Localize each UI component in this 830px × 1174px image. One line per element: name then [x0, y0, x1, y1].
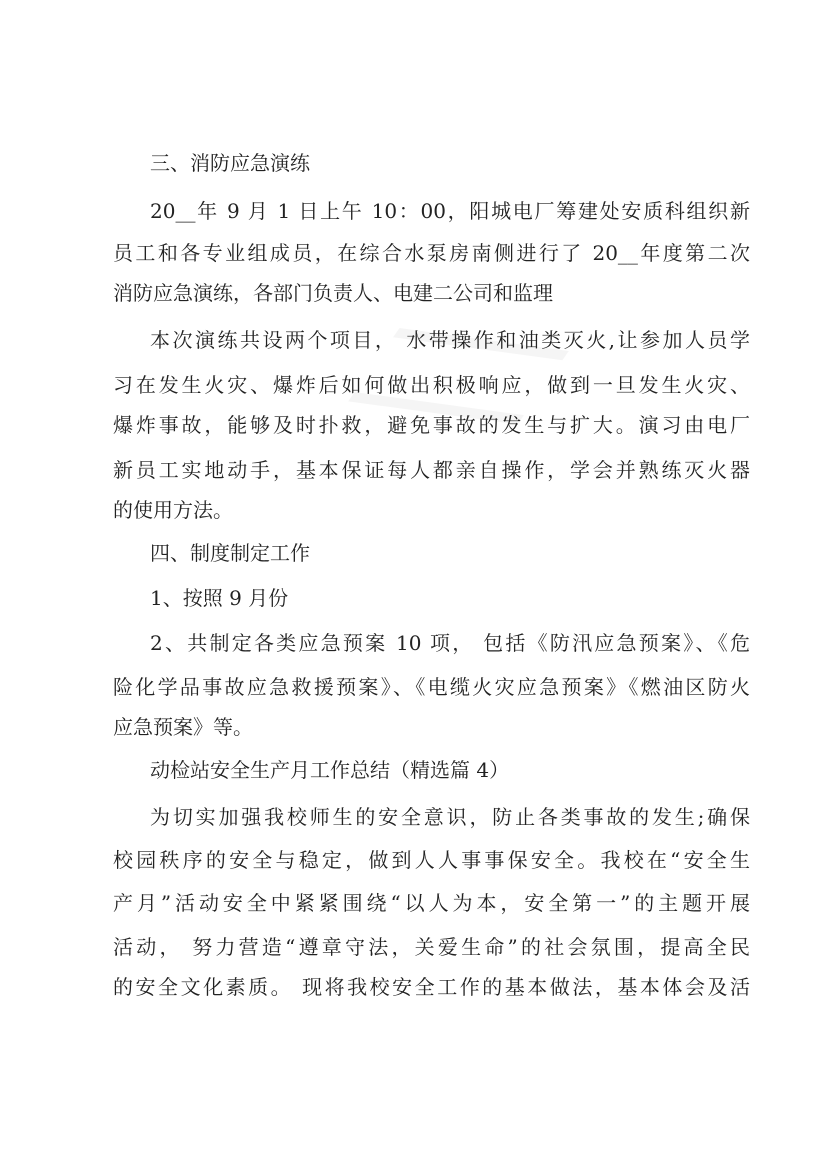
text-line: 1、按照 9 月份: [150, 586, 289, 610]
text-line: 新员工实地动手，基本保证每人都亲自操作，学会并熟练灭火器: [113, 458, 750, 482]
text-line: 险化学品事故应急救援预案》、《电缆火灾应急预案》《燃油区防火: [113, 675, 750, 699]
text-line: 动检站安全生产月工作总结（精选篇 4）: [150, 758, 510, 782]
text-line: 2、共制定各类应急预案 10 项， 包括《防汛应急预案》、《危: [150, 631, 750, 655]
text-line: 三、消防应急演练: [150, 151, 310, 175]
text-line: 的安全文化素质。 现将我校安全工作的基本做法，基本体会及活: [113, 975, 750, 999]
text-line: 20__年 9 月 1 日上午 10：00，阳城电厂筹建处安质科组织新: [150, 199, 750, 223]
text-line: 为切实加强我校师生的安全意识，防止各类事故的发生;确保: [150, 805, 750, 829]
text-line: 产月”活动安全中紧紧围绕“以人为本，安全第一”的主题开展: [113, 891, 750, 915]
text-line: 的使用方法。: [113, 498, 233, 522]
text-line: 校园秩序的安全与稳定，做到人人事事保安全。我校在“安全生: [113, 848, 750, 872]
text-line: 四、制度制定工作: [150, 541, 310, 565]
text-line: 习在发生火灾、爆炸后如何做出积极响应，做到一旦发生火灾、: [113, 373, 750, 397]
text-line: 应急预案》等。: [113, 715, 253, 739]
text-line: 爆炸事故，能够及时扑救，避免事故的发生与扩大。演习由电厂: [113, 413, 750, 437]
text-line: 活动， 努力营造“遵章守法，关爱生命”的社会氛围，提高全民: [113, 935, 750, 959]
text-line: 消防应急演练，各部门负责人、电建二公司和监理: [113, 281, 553, 305]
text-line: 本次演练共设两个项目， 水带操作和油类灭火,让参加人员学: [150, 328, 750, 352]
text-line: 员工和各专业组成员，在综合水泵房南侧进行了 20__年度第二次: [113, 241, 750, 265]
